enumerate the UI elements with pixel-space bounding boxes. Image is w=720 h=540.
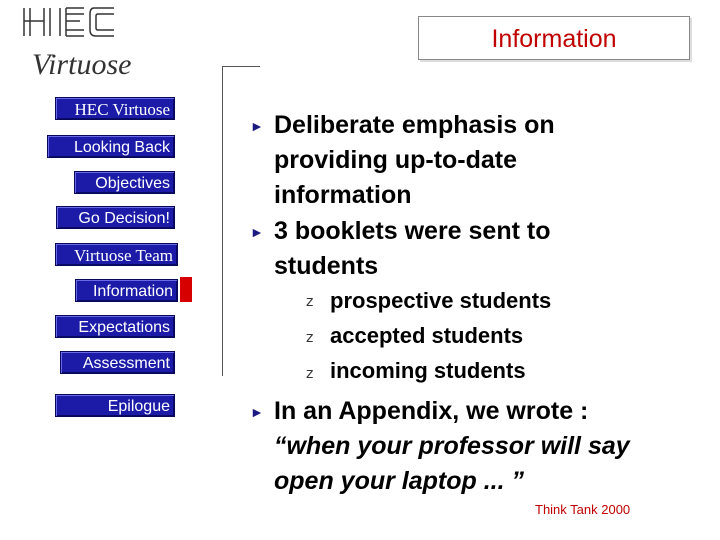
nav-item-epilogue[interactable]: Epilogue [55,394,175,417]
bullet-3-line-3: open your laptop ... ” [274,467,524,495]
divider-vertical [222,66,223,376]
bullet-3-line-2: “when your professor will say [274,432,630,460]
hec-virtuose-logo [18,2,158,82]
footer-note: Think Tank 2000 [535,502,631,517]
bullet-3-line-1: In an Appendix, we wrote : [274,397,589,425]
page-title: Information [491,25,617,53]
triangle-right-icon: ► [250,404,264,420]
nav-item-expectations[interactable]: Expectations [55,315,175,338]
sub-item-3: incoming students [330,358,526,383]
triangle-right-icon: ► [250,118,264,134]
z-bullet-icon: z [306,294,314,310]
title-box [418,16,690,60]
divider-top [222,66,260,67]
nav-item-hec-virtuose[interactable]: HEC Virtuose [55,97,175,120]
z-bullet-icon: z [306,366,314,382]
nav-item-go-decision[interactable]: Go Decision! [56,206,175,229]
sub-item-2: accepted students [330,323,524,348]
nav-item-virtuose-team[interactable]: Virtuose Team [55,243,178,266]
bullet-1-line-3: information [274,181,412,209]
z-bullet-icon: z [306,330,314,346]
sub-item-1: prospective students [330,288,552,313]
nav-item-assessment[interactable]: Assessment [60,351,175,374]
nav-item-objectives[interactable]: Objectives [74,171,175,194]
bullet-1-line-2: providing up-to-date [274,146,518,174]
bullet-2-line-2: students [274,252,379,280]
bullet-1-line-1: Deliberate emphasis on [274,111,555,139]
svg-text:Virtuose: Virtuose [32,48,132,81]
nav-item-information[interactable]: Information [75,279,178,302]
triangle-right-icon: ► [250,224,264,240]
active-item-marker [180,277,192,302]
nav-item-looking-back[interactable]: Looking Back [47,135,175,158]
bullet-2-line-1: 3 booklets were sent to [274,217,551,245]
